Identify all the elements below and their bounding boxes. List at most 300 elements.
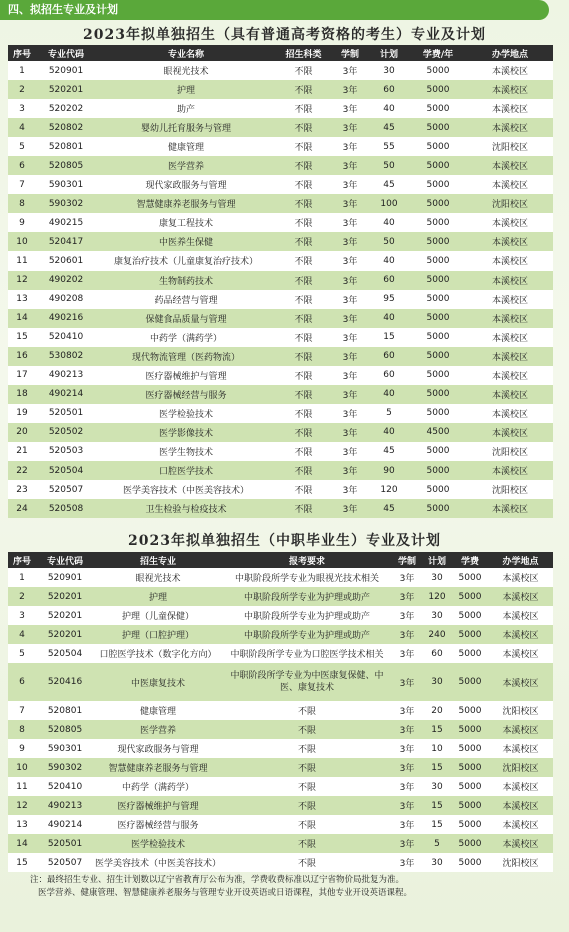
table-cell: 3年 bbox=[392, 644, 422, 663]
table-row bbox=[8, 232, 553, 251]
table-cell: 520805 bbox=[36, 156, 96, 175]
table-cell: 4500 bbox=[409, 423, 467, 442]
table-cell: 5000 bbox=[452, 663, 488, 701]
table-cell: 医学生物技术 bbox=[96, 442, 276, 461]
table-cell: 护理（儿童保健） bbox=[94, 606, 222, 625]
table-cell: 490213 bbox=[36, 366, 96, 385]
table-cell: 5000 bbox=[409, 251, 467, 270]
table-cell: 5000 bbox=[452, 834, 488, 853]
column-header: 序号 bbox=[8, 45, 36, 61]
table-cell: 医疗器械经营与服务 bbox=[96, 385, 276, 404]
table-cell: 本溪校区 bbox=[488, 720, 553, 739]
table-cell: 不限 bbox=[222, 739, 392, 758]
table-cell: 3年 bbox=[331, 232, 369, 251]
table-cell: 康复工程技术 bbox=[96, 213, 276, 232]
table-row bbox=[8, 606, 553, 625]
table-cell: 本溪校区 bbox=[467, 271, 553, 290]
table-cell: 5000 bbox=[452, 796, 488, 815]
table-cell: 本溪校区 bbox=[467, 309, 553, 328]
table-cell: 3年 bbox=[331, 137, 369, 156]
table-cell: 5000 bbox=[409, 137, 467, 156]
table-row bbox=[8, 644, 553, 663]
table-cell: 本溪校区 bbox=[488, 834, 553, 853]
table-cell: 本溪校区 bbox=[467, 290, 553, 309]
table-cell: 15 bbox=[422, 758, 452, 777]
table-cell: 本溪校区 bbox=[467, 423, 553, 442]
footnote-2: 医学营养、健康管理、智慧健康养老服务与管理专业开设英语或日语课程，其他专业开设英语课程。 bbox=[38, 888, 413, 898]
table-cell: 3年 bbox=[392, 777, 422, 796]
table-cell: 19 bbox=[8, 404, 36, 423]
table-cell: 30 bbox=[422, 853, 452, 872]
column-header: 学制 bbox=[331, 45, 369, 61]
table-row bbox=[8, 739, 553, 758]
column-header: 专业代码 bbox=[36, 552, 94, 568]
table-row bbox=[8, 587, 553, 606]
table-cell: 15 bbox=[369, 328, 409, 347]
table-row bbox=[8, 366, 553, 385]
table-cell: 2 bbox=[8, 80, 36, 99]
table-cell: 5000 bbox=[409, 290, 467, 309]
table-cell: 本溪校区 bbox=[488, 625, 553, 644]
table-cell: 3年 bbox=[331, 271, 369, 290]
table-cell: 不限 bbox=[276, 80, 331, 99]
table-cell: 中职阶段所学专业为护理或助产 bbox=[222, 587, 392, 606]
section-title: 四、拟招生专业及计划 bbox=[0, 0, 549, 20]
column-header: 学制 bbox=[392, 552, 422, 568]
table-cell: 15 bbox=[422, 720, 452, 739]
table-cell: 520501 bbox=[36, 404, 96, 423]
column-header: 序号 bbox=[8, 552, 36, 568]
table-cell: 3年 bbox=[392, 853, 422, 872]
table-row bbox=[8, 271, 553, 290]
table-cell: 12 bbox=[8, 796, 36, 815]
table-cell: 17 bbox=[8, 366, 36, 385]
table-cell: 3年 bbox=[331, 80, 369, 99]
table-cell: 520417 bbox=[36, 232, 96, 251]
table-row bbox=[8, 404, 553, 423]
table-cell: 5000 bbox=[409, 366, 467, 385]
table-row bbox=[8, 385, 553, 404]
column-header: 计划 bbox=[369, 45, 409, 61]
table-row bbox=[8, 480, 553, 499]
table-cell: 不限 bbox=[222, 834, 392, 853]
table-cell: 3年 bbox=[331, 366, 369, 385]
table-cell: 50 bbox=[369, 156, 409, 175]
table-cell: 520504 bbox=[36, 461, 96, 480]
table-row bbox=[8, 423, 553, 442]
table-cell: 中药学（满药学） bbox=[94, 777, 222, 796]
table-cell: 5000 bbox=[409, 156, 467, 175]
table-cell: 眼视光技术 bbox=[96, 61, 276, 80]
table-cell: 3年 bbox=[331, 251, 369, 270]
table-cell: 本溪校区 bbox=[488, 815, 553, 834]
table-cell: 1 bbox=[8, 568, 36, 587]
table-cell: 本溪校区 bbox=[488, 568, 553, 587]
table-cell: 不限 bbox=[276, 385, 331, 404]
table-cell: 5000 bbox=[409, 80, 467, 99]
table-cell: 不限 bbox=[276, 461, 331, 480]
table-cell: 3 bbox=[8, 606, 36, 625]
table-cell: 本溪校区 bbox=[467, 175, 553, 194]
table-cell: 5000 bbox=[409, 194, 467, 213]
table-cell: 100 bbox=[369, 194, 409, 213]
table-cell: 8 bbox=[8, 194, 36, 213]
table-cell: 40 bbox=[369, 309, 409, 328]
table-cell: 中职阶段所学专业为护理或助产 bbox=[222, 606, 392, 625]
table-cell: 医学美容技术（中医美容技术） bbox=[96, 480, 276, 499]
table-cell: 健康管理 bbox=[94, 701, 222, 720]
table-cell: 不限 bbox=[276, 328, 331, 347]
table-cell: 45 bbox=[369, 175, 409, 194]
table-cell: 14 bbox=[8, 309, 36, 328]
table-row bbox=[8, 834, 553, 853]
table-row bbox=[8, 80, 553, 99]
table-cell: 520410 bbox=[36, 777, 94, 796]
table-cell: 3年 bbox=[392, 606, 422, 625]
table-cell: 不限 bbox=[276, 290, 331, 309]
table-cell: 医疗器械维护与管理 bbox=[94, 796, 222, 815]
table-cell: 医疗器械维护与管理 bbox=[96, 366, 276, 385]
table-cell: 不限 bbox=[222, 720, 392, 739]
table-cell: 5000 bbox=[452, 701, 488, 720]
table-cell: 不限 bbox=[276, 347, 331, 366]
table-cell: 10 bbox=[8, 758, 36, 777]
table-cell: 45 bbox=[369, 118, 409, 137]
table-cell: 3年 bbox=[331, 309, 369, 328]
table-cell: 护理 bbox=[96, 80, 276, 99]
table-cell: 中药学（满药学） bbox=[96, 328, 276, 347]
table-cell: 沈阳校区 bbox=[467, 442, 553, 461]
table-cell: 不限 bbox=[276, 194, 331, 213]
table-cell: 3 bbox=[8, 99, 36, 118]
table-cell: 本溪校区 bbox=[488, 587, 553, 606]
table-cell: 55 bbox=[369, 137, 409, 156]
table-cell: 5000 bbox=[409, 347, 467, 366]
enrollment-table-vocational bbox=[8, 552, 553, 872]
table-cell: 22 bbox=[8, 461, 36, 480]
table-cell: 30 bbox=[422, 663, 452, 701]
table-cell: 3年 bbox=[392, 663, 422, 701]
table-cell: 医学检验技术 bbox=[94, 834, 222, 853]
table-cell: 520503 bbox=[36, 442, 96, 461]
table-cell: 3年 bbox=[392, 720, 422, 739]
footnote-1: 注：最终招生专业、招生计划数以辽宁省教育厅公布为准，学费收费标准以辽宁省物价局批复为准。 bbox=[30, 875, 405, 885]
table-cell: 3年 bbox=[331, 290, 369, 309]
table-cell: 中职阶段所学专业为护理或助产 bbox=[222, 625, 392, 644]
table-row bbox=[8, 758, 553, 777]
table-cell: 不限 bbox=[276, 156, 331, 175]
table-cell: 5000 bbox=[452, 777, 488, 796]
table-cell: 3年 bbox=[331, 156, 369, 175]
table-cell: 医学美容技术（中医美容技术） bbox=[94, 853, 222, 872]
table-cell: 60 bbox=[369, 80, 409, 99]
table-cell: 60 bbox=[369, 271, 409, 290]
table-cell: 11 bbox=[8, 777, 36, 796]
table-cell: 不限 bbox=[222, 701, 392, 720]
table-header-row bbox=[8, 552, 553, 568]
table-cell: 5000 bbox=[409, 404, 467, 423]
table-cell: 本溪校区 bbox=[467, 385, 553, 404]
table-cell: 23 bbox=[8, 480, 36, 499]
table-cell: 本溪校区 bbox=[467, 232, 553, 251]
table-header-row bbox=[8, 45, 553, 61]
table-cell: 口腔医学技术（数字化方向） bbox=[94, 644, 222, 663]
table-cell: 12 bbox=[8, 271, 36, 290]
table-cell: 2 bbox=[8, 587, 36, 606]
table-cell: 95 bbox=[369, 290, 409, 309]
table-cell: 5000 bbox=[409, 118, 467, 137]
table-cell: 40 bbox=[369, 423, 409, 442]
table-cell: 中职阶段所学专业为眼视光技术相关 bbox=[222, 568, 392, 587]
table-row bbox=[8, 156, 553, 175]
table-cell: 中医养生保健 bbox=[96, 232, 276, 251]
table-cell: 520201 bbox=[36, 606, 94, 625]
table-cell: 3年 bbox=[331, 480, 369, 499]
table-cell: 5000 bbox=[452, 625, 488, 644]
table2-title: 2023年拟单独招生（中职毕业生）专业及计划 bbox=[128, 533, 441, 549]
table-cell: 60 bbox=[369, 347, 409, 366]
table-cell: 中职阶段所学专业为口腔医学技术相关 bbox=[222, 644, 392, 663]
table-cell: 60 bbox=[422, 644, 452, 663]
table-cell: 520901 bbox=[36, 61, 96, 80]
column-header: 招生专业 bbox=[94, 552, 222, 568]
table-cell: 30 bbox=[422, 777, 452, 796]
table-cell: 520805 bbox=[36, 720, 94, 739]
table-cell: 不限 bbox=[276, 309, 331, 328]
table-cell: 30 bbox=[422, 606, 452, 625]
table-row bbox=[8, 347, 553, 366]
column-header: 招生科类 bbox=[276, 45, 331, 61]
table-row bbox=[8, 853, 553, 872]
table-cell: 眼视光技术 bbox=[94, 568, 222, 587]
table-cell: 15 bbox=[422, 815, 452, 834]
table-cell: 不限 bbox=[276, 423, 331, 442]
table-cell: 3年 bbox=[392, 758, 422, 777]
table-cell: 本溪校区 bbox=[467, 366, 553, 385]
table-cell: 3年 bbox=[331, 347, 369, 366]
table-cell: 5000 bbox=[409, 499, 467, 518]
table-cell: 40 bbox=[369, 251, 409, 270]
table-cell: 5000 bbox=[409, 309, 467, 328]
table-cell: 520508 bbox=[36, 499, 96, 518]
table-cell: 5000 bbox=[452, 606, 488, 625]
table-cell: 520802 bbox=[36, 118, 96, 137]
table-cell: 3年 bbox=[392, 587, 422, 606]
table-cell: 不限 bbox=[276, 271, 331, 290]
table-cell: 本溪校区 bbox=[488, 739, 553, 758]
table-cell: 不限 bbox=[276, 175, 331, 194]
table-cell: 5000 bbox=[409, 328, 467, 347]
table-cell: 医学营养 bbox=[96, 156, 276, 175]
table-cell: 10 bbox=[8, 232, 36, 251]
table-cell: 5000 bbox=[409, 99, 467, 118]
table-cell: 不限 bbox=[276, 118, 331, 137]
table-cell: 120 bbox=[422, 587, 452, 606]
table-cell: 不限 bbox=[276, 213, 331, 232]
table-cell: 3年 bbox=[331, 499, 369, 518]
table-row bbox=[8, 461, 553, 480]
table-cell: 5000 bbox=[409, 213, 467, 232]
table-cell: 50 bbox=[369, 232, 409, 251]
table-cell: 本溪校区 bbox=[488, 777, 553, 796]
table-row bbox=[8, 625, 553, 644]
table-cell: 本溪校区 bbox=[467, 347, 553, 366]
table-cell: 本溪校区 bbox=[467, 328, 553, 347]
table-cell: 3年 bbox=[392, 834, 422, 853]
table-row bbox=[8, 442, 553, 461]
table-cell: 40 bbox=[369, 213, 409, 232]
table-cell: 本溪校区 bbox=[488, 606, 553, 625]
table-cell: 13 bbox=[8, 290, 36, 309]
table-cell: 5 bbox=[8, 137, 36, 156]
table-cell: 16 bbox=[8, 347, 36, 366]
table-cell: 本溪校区 bbox=[467, 404, 553, 423]
table-cell: 4 bbox=[8, 625, 36, 644]
table-cell: 本溪校区 bbox=[467, 251, 553, 270]
table-cell: 本溪校区 bbox=[467, 499, 553, 518]
table-cell: 不限 bbox=[222, 758, 392, 777]
table-cell: 3年 bbox=[392, 701, 422, 720]
table-row bbox=[8, 328, 553, 347]
table-cell: 本溪校区 bbox=[488, 663, 553, 701]
table-cell: 医学检验技术 bbox=[96, 404, 276, 423]
table-cell: 3年 bbox=[331, 385, 369, 404]
column-header: 计划 bbox=[422, 552, 452, 568]
table-cell: 1 bbox=[8, 61, 36, 80]
table-cell: 5000 bbox=[409, 232, 467, 251]
table-cell: 3年 bbox=[392, 625, 422, 644]
table-cell: 不限 bbox=[222, 815, 392, 834]
table-row bbox=[8, 815, 553, 834]
table-row bbox=[8, 777, 553, 796]
table-cell: 520504 bbox=[36, 644, 94, 663]
table-cell: 5000 bbox=[452, 739, 488, 758]
table-cell: 保健食品质量与管理 bbox=[96, 309, 276, 328]
table-cell: 5000 bbox=[452, 568, 488, 587]
table-cell: 智慧健康养老服务与管理 bbox=[94, 758, 222, 777]
table-cell: 5000 bbox=[409, 442, 467, 461]
column-header: 专业名称 bbox=[96, 45, 276, 61]
footnotes bbox=[30, 874, 550, 900]
table-row bbox=[8, 175, 553, 194]
table-cell: 24 bbox=[8, 499, 36, 518]
table-cell: 6 bbox=[8, 156, 36, 175]
table-cell: 康复治疗技术（儿童康复治疗技术） bbox=[96, 251, 276, 270]
table-cell: 本溪校区 bbox=[467, 80, 553, 99]
table-row bbox=[8, 137, 553, 156]
table-cell: 490215 bbox=[36, 213, 96, 232]
table-cell: 120 bbox=[369, 480, 409, 499]
table-cell: 3年 bbox=[331, 461, 369, 480]
enrollment-table-general bbox=[8, 45, 553, 518]
table-cell: 3年 bbox=[331, 442, 369, 461]
table-cell: 520901 bbox=[36, 568, 94, 587]
table-cell: 3年 bbox=[331, 61, 369, 80]
table-cell: 本溪校区 bbox=[467, 118, 553, 137]
table-cell: 20 bbox=[8, 423, 36, 442]
table-cell: 5000 bbox=[409, 271, 467, 290]
table-cell: 3年 bbox=[392, 815, 422, 834]
column-header: 报考要求 bbox=[222, 552, 392, 568]
table-cell: 7 bbox=[8, 701, 36, 720]
table-cell: 5 bbox=[422, 834, 452, 853]
table-cell: 本溪校区 bbox=[467, 156, 553, 175]
table-cell: 不限 bbox=[276, 137, 331, 156]
table-cell: 不限 bbox=[276, 442, 331, 461]
table-cell: 3年 bbox=[392, 739, 422, 758]
table-cell: 不限 bbox=[276, 232, 331, 251]
table-row bbox=[8, 701, 553, 720]
table-cell: 中医康复技术 bbox=[94, 663, 222, 701]
table-cell: 3年 bbox=[331, 213, 369, 232]
table-cell: 14 bbox=[8, 834, 36, 853]
table-cell: 60 bbox=[369, 366, 409, 385]
table-cell: 15 bbox=[8, 853, 36, 872]
table-cell: 本溪校区 bbox=[467, 213, 553, 232]
table-cell: 健康管理 bbox=[96, 137, 276, 156]
table-cell: 本溪校区 bbox=[488, 796, 553, 815]
table-cell: 本溪校区 bbox=[467, 461, 553, 480]
table-row bbox=[8, 568, 553, 587]
table-cell: 490208 bbox=[36, 290, 96, 309]
table-cell: 沈阳校区 bbox=[467, 194, 553, 213]
table-cell: 21 bbox=[8, 442, 36, 461]
table-cell: 490213 bbox=[36, 796, 94, 815]
table-cell: 现代家政服务与管理 bbox=[96, 175, 276, 194]
table-cell: 沈阳校区 bbox=[488, 758, 553, 777]
table-cell: 45 bbox=[369, 442, 409, 461]
table-cell: 10 bbox=[422, 739, 452, 758]
table-cell: 医学营养 bbox=[94, 720, 222, 739]
table-cell: 9 bbox=[8, 213, 36, 232]
table-cell: 45 bbox=[369, 499, 409, 518]
table-cell: 3年 bbox=[392, 568, 422, 587]
table-cell: 590301 bbox=[36, 175, 96, 194]
table-cell: 520501 bbox=[36, 834, 94, 853]
table-row bbox=[8, 663, 553, 701]
column-header: 办学地点 bbox=[467, 45, 553, 61]
table-cell: 不限 bbox=[276, 366, 331, 385]
table-row bbox=[8, 796, 553, 815]
table-cell: 11 bbox=[8, 251, 36, 270]
column-header: 专业代码 bbox=[36, 45, 96, 61]
table-cell: 30 bbox=[369, 61, 409, 80]
table-cell: 40 bbox=[369, 99, 409, 118]
table-cell: 4 bbox=[8, 118, 36, 137]
table-cell: 5000 bbox=[409, 175, 467, 194]
table-cell: 3年 bbox=[331, 99, 369, 118]
table-cell: 5000 bbox=[409, 385, 467, 404]
table-row bbox=[8, 213, 553, 232]
table-cell: 490202 bbox=[36, 271, 96, 290]
table-cell: 490216 bbox=[36, 309, 96, 328]
column-header: 办学地点 bbox=[488, 552, 553, 568]
table-cell: 530802 bbox=[36, 347, 96, 366]
table-cell: 520801 bbox=[36, 701, 94, 720]
table1-title: 2023年拟单独招生（具有普通高考资格的考生）专业及计划 bbox=[83, 27, 486, 43]
table-cell: 沈阳校区 bbox=[488, 701, 553, 720]
table-cell: 520201 bbox=[36, 80, 96, 99]
table-cell: 520410 bbox=[36, 328, 96, 347]
table-cell: 现代物流管理（医药物流） bbox=[96, 347, 276, 366]
table-cell: 520507 bbox=[36, 480, 96, 499]
table-cell: 沈阳校区 bbox=[467, 137, 553, 156]
table-cell: 5 bbox=[369, 404, 409, 423]
table-cell: 18 bbox=[8, 385, 36, 404]
table-row bbox=[8, 61, 553, 80]
table-row bbox=[8, 290, 553, 309]
table-cell: 不限 bbox=[276, 404, 331, 423]
